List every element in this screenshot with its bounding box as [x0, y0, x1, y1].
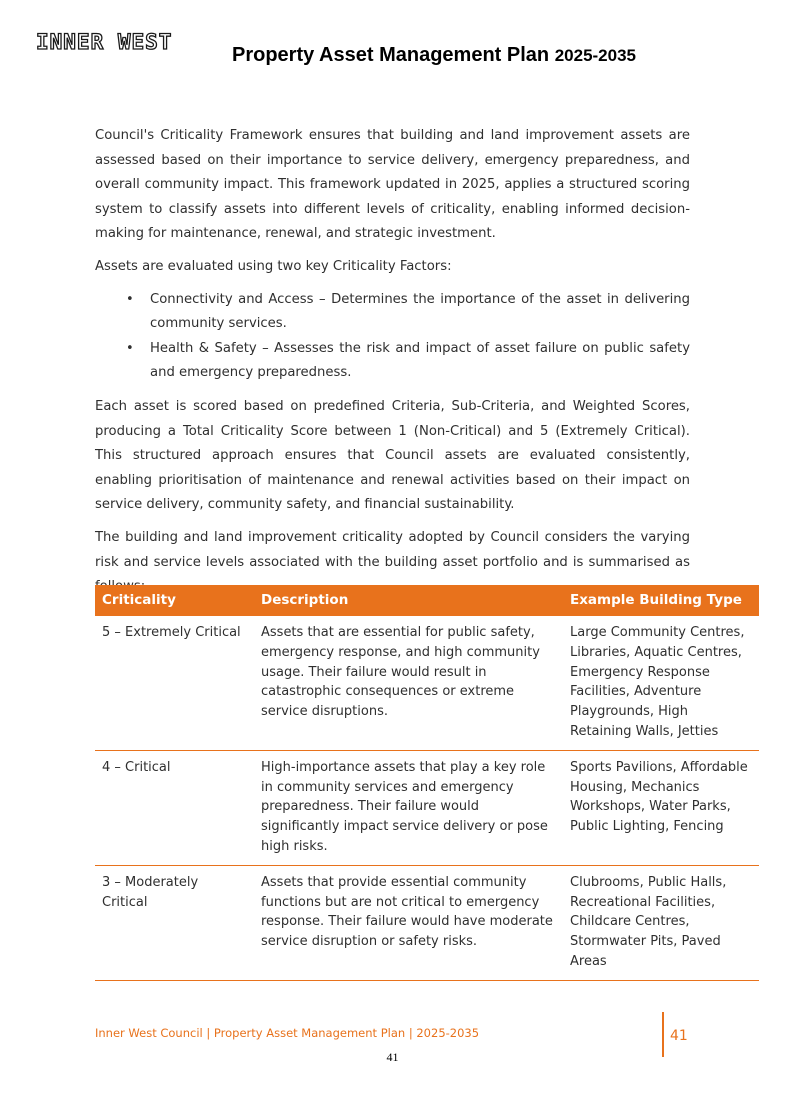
description-cell: High-importance assets that play a key role in community services and emergency preparedness. Their failure would significantly impact service delivery or pose high risks.	[254, 750, 563, 865]
table-row	[95, 616, 759, 750]
bullet-icon: •	[126, 291, 134, 307]
page-number: 41	[386, 1050, 399, 1064]
criticality-factors-list	[95, 288, 690, 386]
inner-west-logo: INNER WEST	[36, 30, 173, 54]
example-cell: Clubrooms, Public Halls, Recreational Facilities, Childcare Centres, Stormwater Pits, Paved Areas	[563, 865, 759, 980]
criticality-cell: 3 – Moderately Critical	[95, 865, 254, 980]
example-cell: Sports Pavilions, Affordable Housing, Mechanics Workshops, Water Parks, Public Lighting, Fencing	[563, 750, 759, 865]
page-title	[232, 44, 636, 67]
title-year: 2025-2035	[554, 46, 637, 65]
header-description: Description	[254, 585, 563, 616]
description-cell: Assets that provide essential community functions but are not critical to emergency response. Their failure would have moderate service disruption or safety risks.	[254, 865, 563, 980]
summary-paragraph: The building and land improvement criticality adopted by Council considers the varying risk and service levels associated with the building asset portfolio and is summarised as	[95, 529, 690, 570]
title-main: Property Asset Management Plan	[232, 44, 550, 66]
footer-text: Inner West Council | Property Asset Management Plan | 2025-2035	[95, 1026, 480, 1040]
table-row	[95, 865, 759, 980]
criticality-cell: 4 – Critical	[95, 750, 254, 865]
scoring-paragraph: Each asset is scored based on predefined Criteria, Sub-Criteria, and Weighted Scores, producing a Total Criticality Score between 1 (Non-Critical) and 5 (Extremely Critical). This structured approach ensures that Council assets are evaluated consistently, enabling prioritisation of maintenance and renewal activities based on their impact on service delivery, community safety, and financial sustainability.	[95, 398, 690, 513]
header-criticality: Criticality	[95, 585, 254, 616]
criticality-table	[95, 585, 759, 981]
header-example-building-type: Example Building Type	[563, 585, 759, 616]
list-item-text: Health & Safety – Assesses the risk and impact of asset failure on public safety and emergency preparedness.	[150, 340, 690, 381]
bullet-icon: •	[126, 340, 134, 356]
list-item	[95, 288, 690, 337]
body-content	[95, 124, 690, 608]
list-item	[95, 337, 690, 386]
factors-intro: Assets are evaluated using two key Criticality Factors:	[95, 258, 452, 274]
footer-page-number: 41	[670, 1028, 688, 1044]
table-row	[95, 750, 759, 865]
criticality-cell: 5 – Extremely Critical	[95, 616, 254, 750]
description-cell: Assets that are essential for public safety, emergency response, and high community usage. Their failure would result in catastrophic consequences or extreme service disruptions.	[254, 616, 563, 750]
table-header-row	[95, 585, 759, 616]
intro-paragraph: Council's Criticality Framework ensures that building and land improvement assets are assessed based on their importance to service delivery, emergency preparedness, and overall community impact. This framework updated in 2025, applies a structured scoring system to classify assets into different levels of criticality, enabling informed decision-making for maintenance, renewal, and strategic investment.	[95, 128, 690, 242]
list-item-text: Connectivity and Access – Determines the importance of the asset in delivering community services.	[150, 291, 690, 332]
example-cell: Large Community Centres, Libraries, Aquatic Centres, Emergency Response Facilities, Adventure Playgrounds, High Retaining Walls, Jetties	[563, 616, 759, 750]
